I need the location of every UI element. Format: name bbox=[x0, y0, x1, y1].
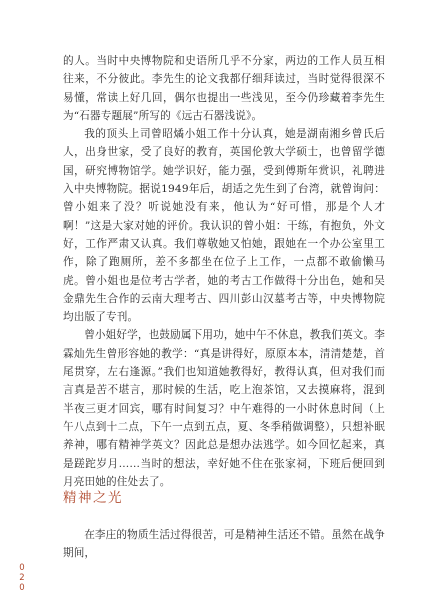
section-paragraph: 在李庄的物质生活过得很苦，可是精神生活还不错。虽然在战争期间， bbox=[63, 529, 386, 560]
paragraph-english-lessons: 曾小姐好学，也鼓励属下用功，她中午不休息，教我们英文。李霖灿先生曾形容她的教学：“真是讲得好，原原本本，清清楚楚，首尾贯穿，左右逢源。”我们也知道她教得好，教得认真，但对我们而言真是苦不堪言，那时候的生活，吃上泡茶馆，又去摸麻将，混到半夜三更才回宾，哪有时间复习？中午难得的一小时休息时间（上午八点到十二点，下午一点到五点，夏、冬季稍做调整），只想补眠养神，哪有精神学英文？因此总是想办法逃学。如今回忆起来，真是蹉跎岁月……当时的想法，幸好她不住在张家祠，下班后便回到月亮田她的住处去了。 bbox=[63, 329, 386, 488]
page-number: 020 bbox=[19, 563, 25, 593]
main-text-block bbox=[63, 52, 385, 491]
section-heading: 精神之光 bbox=[63, 490, 123, 506]
paragraph-zeng-zhaoyu: 我的顶头上司曾昭燏小姐工作十分认真，她是湖南湘乡曾氏后人，出身世家，受了良好的教育，英国伦敦大学硕士，也曾留学德国，研究博物馆学。她学识好，能力强，受到傅斯年赏识，礼聘进入中央博物院。据说1949年后，胡适之先生到了台湾，就曾询问：曾小姐来了没？听说她没有来，他认为“好可惜，那是个人才啊！”这是大家对她的评价。我认识的曾小姐：干练，有抱负，外文好，工作严肃又认真。我们尊敬她又怕她，跟她在一个办公室里工作，除了跑厕所，差不多都坐在位子上工作，一点都不敢偷懒马虎。曾小姐也是位考古学者，她的考古工作做得十分出色，她和吴金鼎先生合作的云南大理考古、四川彭山汉墓考古等，中央博物院均出版了专刊。 bbox=[63, 128, 385, 324]
paragraph-continued: 的人。当时中央博物院和史语所几乎不分家，两边的工作人员互相往来，不分彼此。李先生的论文我都仔细拜读过，当时觉得很深不易懂，常读上好几回，偶尔也提出一些浅见，至今仍珍藏着李先生为“石器专题展”所写的《远古石器浅说》。 bbox=[63, 55, 385, 122]
